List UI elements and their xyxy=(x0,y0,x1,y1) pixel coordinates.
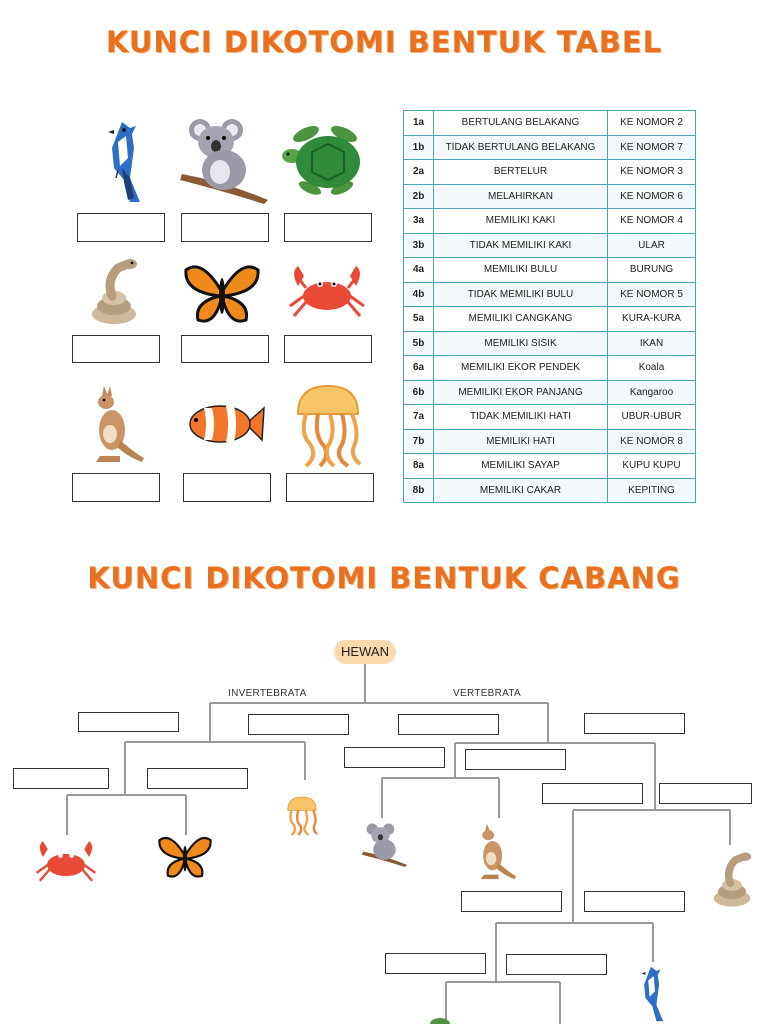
key-cell-result: KE NOMOR 7 xyxy=(608,135,696,160)
key-cell-code: 4b xyxy=(404,282,434,307)
tree-box-3[interactable] xyxy=(398,714,499,735)
tree-box-7[interactable] xyxy=(13,768,109,789)
tree-box-2[interactable] xyxy=(248,714,349,735)
key-cell-result: Koala xyxy=(608,356,696,381)
crab-icon xyxy=(34,838,98,884)
tree-box-12[interactable] xyxy=(584,891,685,912)
key-cell-result: KE NOMOR 6 xyxy=(608,184,696,209)
key-cell-code: 8a xyxy=(404,454,434,479)
key-cell-desc: MEMILIKI SISIK xyxy=(434,331,608,356)
key-cell-desc: TIDAK BERTULANG BELAKANG xyxy=(434,135,608,160)
key-cell-desc: MEMILIKI EKOR PENDEK xyxy=(434,356,608,381)
turtle-icon xyxy=(428,1014,452,1024)
key-cell-desc: MEMILIKI CAKAR xyxy=(434,478,608,503)
key-cell-desc: MEMILIKI CANGKANG xyxy=(434,307,608,332)
key-cell-result: KE NOMOR 4 xyxy=(608,209,696,234)
key-cell-code: 2b xyxy=(404,184,434,209)
key-cell-code: 4a xyxy=(404,258,434,283)
key-cell-code: 7b xyxy=(404,429,434,454)
branch-label-vertebrata: VERTEBRATA xyxy=(453,688,522,699)
key-cell-result: Kangaroo xyxy=(608,380,696,405)
key-cell-desc: TIDAK MEMILIKI KAKI xyxy=(434,233,608,258)
key-cell-desc: MEMILIKI EKOR PANJANG xyxy=(434,380,608,405)
branch-section-title: KUNCI DIKOTOMI BENTUK CABANG xyxy=(87,561,681,595)
key-cell-desc: TIDAK MEMILIKI HATI xyxy=(434,405,608,430)
tree-box-14[interactable] xyxy=(506,954,607,975)
tree-box-4[interactable] xyxy=(584,713,685,734)
jellyfish-icon xyxy=(284,796,320,836)
key-cell-result: KEPITING xyxy=(608,478,696,503)
key-cell-desc: MEMILIKI SAYAP xyxy=(434,454,608,479)
tree-box-11[interactable] xyxy=(461,891,562,912)
tree-box-9[interactable] xyxy=(542,783,643,804)
key-cell-desc: MELAHIRKAN xyxy=(434,184,608,209)
key-cell-result: ULAR xyxy=(608,233,696,258)
butterfly-icon xyxy=(158,834,212,882)
blue-jay-icon xyxy=(630,964,676,1024)
key-cell-code: 3b xyxy=(404,233,434,258)
tree-box-6[interactable] xyxy=(465,749,566,770)
key-cell-code: 5b xyxy=(404,331,434,356)
koala-icon xyxy=(360,822,410,868)
key-cell-desc: MEMILIKI HATI xyxy=(434,429,608,454)
key-cell-code: 5a xyxy=(404,307,434,332)
key-cell-desc: TIDAK MEMILIKI BULU xyxy=(434,282,608,307)
key-cell-result: KUPU KUPU xyxy=(608,454,696,479)
tree-box-13[interactable] xyxy=(385,953,486,974)
table-section-title: KUNCI DIKOTOMI BENTUK TABEL xyxy=(105,25,663,59)
key-cell-result: KE NOMOR 3 xyxy=(608,160,696,185)
tree-box-10[interactable] xyxy=(659,783,752,804)
key-cell-code: 1a xyxy=(404,111,434,136)
key-cell-result: KE NOMOR 2 xyxy=(608,111,696,136)
key-cell-result: KE NOMOR 8 xyxy=(608,429,696,454)
key-cell-code: 6b xyxy=(404,380,434,405)
key-cell-code: 2a xyxy=(404,160,434,185)
tree-root-hewan: HEWAN xyxy=(334,640,396,664)
key-cell-code: 7a xyxy=(404,405,434,430)
key-cell-desc: MEMILIKI BULU xyxy=(434,258,608,283)
tree-box-8[interactable] xyxy=(147,768,248,789)
key-cell-result: KURA-KURA xyxy=(608,307,696,332)
key-cell-code: 8b xyxy=(404,478,434,503)
key-cell-result: IKAN xyxy=(608,331,696,356)
key-cell-result: UBUR-UBUR xyxy=(608,405,696,430)
key-cell-code: 6a xyxy=(404,356,434,381)
branch-label-invertebrata: INVERTEBRATA xyxy=(228,688,307,699)
key-cell-desc: MEMILIKI KAKI xyxy=(434,209,608,234)
key-cell-code: 3a xyxy=(404,209,434,234)
key-cell-desc: BERTELUR xyxy=(434,160,608,185)
key-cell-code: 1b xyxy=(404,135,434,160)
kangaroo-icon xyxy=(476,822,518,882)
key-cell-result: KE NOMOR 5 xyxy=(608,282,696,307)
tree-box-5[interactable] xyxy=(344,747,445,768)
key-cell-desc: BERTULANG BELAKANG xyxy=(434,111,608,136)
snake-icon xyxy=(710,850,754,910)
tree-box-1[interactable] xyxy=(78,712,179,732)
key-cell-result: BURUNG xyxy=(608,258,696,283)
